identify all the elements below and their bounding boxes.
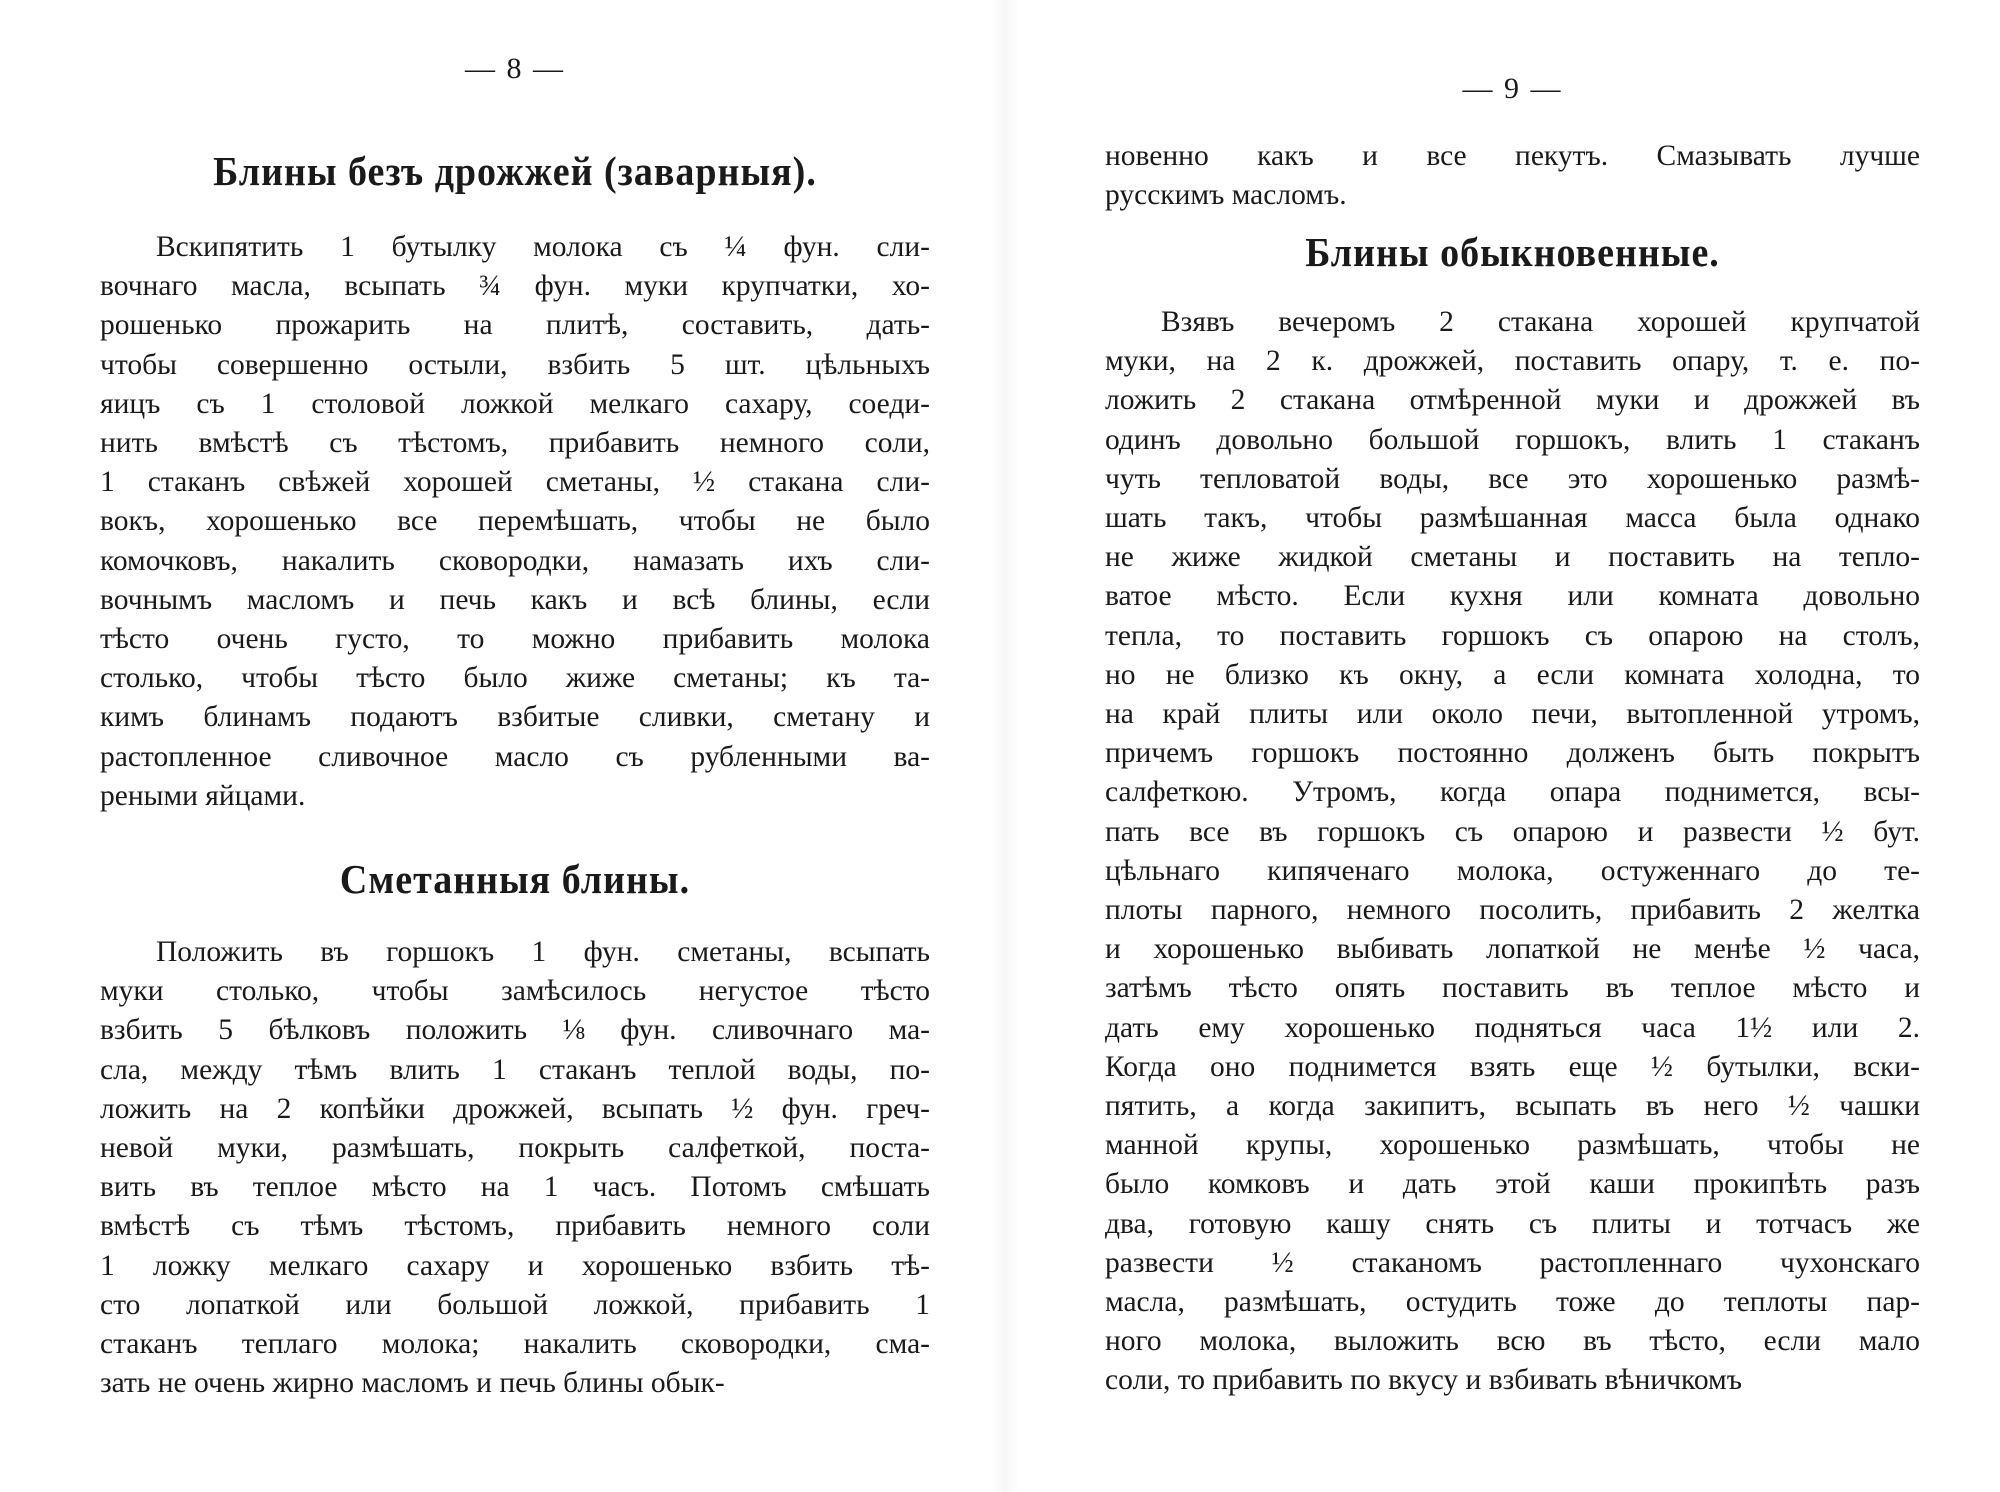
text-line: сто лопаткой или большой ложкой, прибавить 1 xyxy=(100,1288,930,1321)
text-line: на край плиты или около печи, вытопленной утромъ, xyxy=(1105,698,1920,731)
text-line: вокъ, хорошенько все перемѣшать, чтобы не было xyxy=(100,505,930,538)
text-line: манной крупы, хорошенько размѣшать, чтобы не xyxy=(1105,1129,1920,1162)
binding-gutter xyxy=(990,0,1020,1492)
text-line: сла, между тѣмъ влить 1 стаканъ теплой воды, по- xyxy=(100,1053,930,1086)
text-line: цѣльнаго кипяченаго молока, остуженнаго до те- xyxy=(1105,854,1920,887)
text-line: и хорошенько выбивать лопаткой не менѣе ½ часа, xyxy=(1105,933,1920,966)
recipe-paragraph xyxy=(100,933,930,1403)
text-line: не жиже жидкой сметаны и поставить на тепло- xyxy=(1105,541,1920,574)
text-line: муки, на 2 к. дрожжей, поставить опару, т. е. по- xyxy=(1105,345,1920,378)
text-line: реными яйцами. xyxy=(100,779,306,812)
text-line: было комковъ и дать этой каши прокипѣть разъ xyxy=(1105,1168,1920,1201)
text-line: русскимъ масломъ. xyxy=(1105,179,1347,212)
text-line: муки столько, чтобы замѣсилось негустое тѣсто xyxy=(100,975,930,1008)
text-line: масла, размѣшать, остудить тоже до теплоты пар- xyxy=(1105,1286,1920,1319)
text-line: 1 стаканъ свѣжей хорошей сметаны, ½ стакана сли- xyxy=(100,466,930,499)
recipe-paragraph xyxy=(100,228,930,816)
text-line: соли, то прибавить по вкусу и взбивать вѣничкомъ xyxy=(1105,1364,1742,1397)
text-line: новенно какъ и все пекутъ. Смазывать лучше xyxy=(1105,140,1920,172)
text-line: 1 ложку мелкаго сахару и хорошенько взбить тѣ- xyxy=(100,1249,930,1282)
page-number: — 8 — xyxy=(465,52,565,85)
text-line: ватое мѣсто. Если кухня или комната довольно xyxy=(1105,580,1920,613)
recipe-paragraph xyxy=(1105,303,1920,1401)
text-line: невой муки, размѣшать, покрыть салфеткой, поста- xyxy=(100,1132,930,1165)
text-line: вочнымъ масломъ и печь какъ и всѣ блины, если xyxy=(100,583,930,616)
text-line: столько, чтобы тѣсто было жиже сметаны; къ та- xyxy=(100,662,930,695)
text-line: вмѣстѣ съ тѣмъ тѣстомъ, прибавить немного соли xyxy=(100,1210,930,1243)
section-heading: Блины безъ дрожжей (заварныя). xyxy=(213,149,817,195)
text-line: дать ему хорошенько подняться часа 1½ или 2. xyxy=(1105,1011,1920,1044)
text-line: взбить 5 бѣлковъ положить ⅛ фун. сливочнаго ма- xyxy=(100,1014,930,1047)
text-line: чтобы совершенно остыли, взбить 5 шт. цѣльныхъ xyxy=(100,348,930,381)
text-line: тѣсто очень густо, то можно прибавить молока xyxy=(100,623,930,656)
left-page xyxy=(100,0,930,1492)
text-line: шать такъ, чтобы размѣшанная масса была однако xyxy=(1105,502,1920,535)
continued-paragraph xyxy=(1105,137,1920,215)
text-line: ложить на 2 копѣйки дрожжей, всыпать ½ фун. греч- xyxy=(100,1092,930,1125)
text-line: вить въ теплое мѣсто на 1 часъ. Потомъ смѣшать xyxy=(100,1171,930,1204)
text-line: плоты парного, немного посолить, прибавить 2 желтка xyxy=(1105,894,1920,927)
text-line: растопленное сливочное масло съ рубленными ва- xyxy=(100,740,930,773)
section-heading: Сметанныя блины. xyxy=(339,857,691,903)
text-line: Вскипятить 1 бутылку молока съ ¼ фун. сли- xyxy=(156,231,930,263)
text-line: зать не очень жирно масломъ и печь блины обык- xyxy=(100,1367,725,1400)
page-number: — 9 — xyxy=(1462,72,1563,105)
text-line: причемъ горшокъ постоянно долженъ быть покрытъ xyxy=(1105,737,1920,770)
text-line: развести ½ стаканомъ растопленнаго чухонскаго xyxy=(1105,1246,1920,1279)
text-line: чуть тепловатой воды, все это хорошенько размѣ- xyxy=(1105,462,1920,495)
section-heading: Блины обыкновенные. xyxy=(1305,230,1720,276)
text-line: комочковъ, накалить сковородки, намазать ихъ сли- xyxy=(100,544,930,577)
text-line: кимъ блинамъ подаютъ взбитые сливки, сметану и xyxy=(100,701,930,734)
text-line: ложить 2 стакана отмѣренной муки и дрожжей въ xyxy=(1105,384,1920,417)
text-line: рошенько прожарить на плитѣ, составить, дать- xyxy=(100,309,930,342)
text-line: Положить въ горшокъ 1 фун. сметаны, всыпать xyxy=(156,936,930,968)
text-line: яицъ съ 1 столовой ложкой мелкаго сахару, соеди- xyxy=(100,387,930,420)
text-line: но не близко къ окну, а если комната холодна, то xyxy=(1105,658,1920,691)
right-page xyxy=(1105,0,1920,1492)
text-line: Взявъ вечеромъ 2 стакана хорошей крупчатой xyxy=(1161,306,1920,338)
text-line: вочнаго масла, всыпать ¾ фун. муки крупчатки, хо- xyxy=(100,270,930,303)
text-line: два, готовую кашу снять съ плиты и тотчасъ же xyxy=(1105,1207,1920,1240)
text-line: затѣмъ тѣсто опять поставить въ теплое мѣсто и xyxy=(1105,972,1920,1005)
text-line: пятить, а когда закипитъ, всыпать въ него ½ чашки xyxy=(1105,1090,1920,1123)
text-line: тепла, то поставить горшокъ съ опарою на столъ, xyxy=(1105,619,1920,652)
text-line: салфеткою. Утромъ, когда опара поднимется, всы- xyxy=(1105,776,1920,809)
text-line: Когда оно поднимется взять еще ½ бутылки, вски- xyxy=(1105,1050,1920,1083)
text-line: пать все въ горшокъ съ опарою и развести ½ бут. xyxy=(1105,815,1920,848)
text-line: одинъ довольно большой горшокъ, влить 1 стаканъ xyxy=(1105,423,1920,456)
text-line: нить вмѣстѣ съ тѣстомъ, прибавить немного соли, xyxy=(100,427,930,460)
text-line: ного молока, выложить всю въ тѣсто, если мало xyxy=(1105,1325,1920,1358)
text-line: стаканъ теплаго молока; накалить сковородки, сма- xyxy=(100,1328,930,1361)
